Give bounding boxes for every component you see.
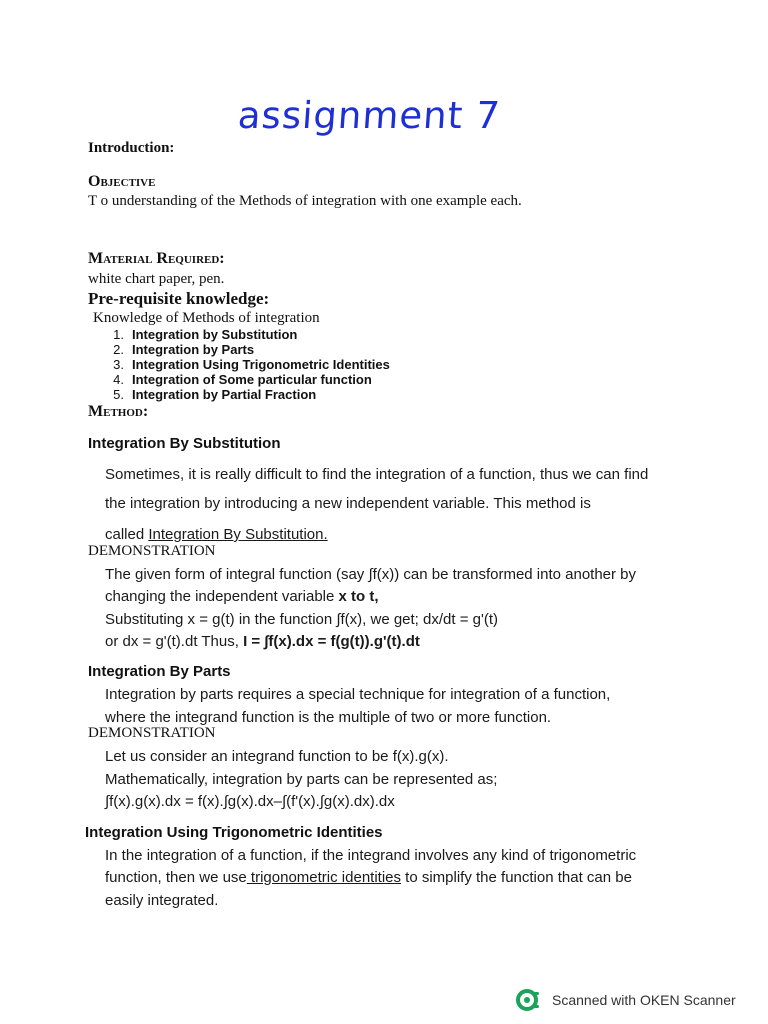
text: changing the independent variable [105, 588, 339, 605]
substitution-demo-3: Substituting x = g(t) in the function ∫f(x), we get; dx/dt = g'(t) [105, 611, 498, 628]
scanner-watermark [516, 989, 736, 1011]
substitution-link[interactable]: Integration By Substitution. [148, 526, 328, 543]
oken-logo-icon [516, 989, 542, 1011]
introduction-label: Introduction: [88, 140, 175, 156]
parts-formula: ∫f(x).g(x).dx = f(x).∫g(x).dx–∫(f'(x).∫g(x).dx).dx [105, 793, 395, 810]
list-number: 5. [113, 387, 124, 402]
list-item [88, 372, 390, 387]
substitution-line-3 [105, 526, 328, 543]
trig-line-2 [105, 869, 632, 886]
list-label: Integration of Some particular function [132, 372, 372, 387]
material-text: white chart paper, pen. [88, 271, 225, 287]
text: or dx = g'(t).dt Thus, [105, 633, 244, 650]
list-label: Integration by Partial Fraction [132, 387, 317, 402]
list-number: 1. [113, 327, 124, 342]
parts-line-2: where the integrand function is the multiple of two or more function. [105, 709, 552, 726]
methods-list [88, 327, 390, 402]
trig-line-1: In the integration of a function, if the integrand involves any kind of trigonometric [105, 847, 637, 864]
parts-title: Integration By Parts [88, 663, 231, 680]
list-number: 4. [113, 372, 124, 387]
demonstration-heading: DEMONSTRATION [88, 725, 216, 741]
trig-title: Integration Using Trigonometric Identities [85, 824, 383, 841]
list-label: Integration Using Trigonometric Identities [132, 357, 390, 372]
list-item [88, 387, 390, 402]
demonstration-heading: DEMONSTRATION [88, 543, 216, 559]
material-heading: Material Required: [88, 250, 225, 267]
trig-line-3: easily integrated. [105, 892, 219, 909]
method-heading: Method: [88, 403, 149, 420]
text-prefix: function, then we use [105, 869, 247, 886]
scanner-watermark-text: Scanned with OKEN Scanner [552, 992, 736, 1008]
list-item [88, 327, 390, 342]
parts-line-1: Integration by parts requires a special technique for integration of a function, [105, 686, 611, 703]
bold-text: x to t, [338, 588, 379, 605]
trig-identities-link[interactable]: trigonometric identities [246, 869, 401, 886]
list-item [88, 357, 390, 372]
prereq-heading: Pre-requisite knowledge: [88, 289, 270, 308]
list-item [88, 342, 390, 357]
list-number: 2. [113, 342, 124, 357]
handwritten-title: assignment 7 [236, 94, 503, 137]
prereq-text: Knowledge of Methods of integration [93, 310, 320, 326]
objective-heading: Objective [88, 173, 156, 190]
parts-demo-1: Let us consider an integrand function to be f(x).g(x). [105, 748, 449, 765]
list-label: Integration by Parts [132, 342, 255, 357]
list-number: 3. [113, 357, 124, 372]
substitution-line-2: the integration by introducing a new independent variable. This method is [105, 495, 591, 512]
substitution-demo-1: The given form of integral function (say ∫f(x)) can be transformed into another by [105, 566, 637, 583]
formula: I = ∫f(x).dx = f(g(t)).g'(t).dt [243, 633, 420, 650]
text-suffix: to simplify the function that can be [401, 869, 632, 886]
list-label: Integration by Substitution [132, 327, 298, 342]
substitution-demo-2 [105, 588, 379, 605]
substitution-title: Integration By Substitution [88, 435, 281, 452]
substitution-demo-4 [105, 633, 420, 650]
substitution-line-1: Sometimes, it is really difficult to find the integration of a function, thus we can find [105, 466, 649, 483]
parts-demo-2: Mathematically, integration by parts can be represented as; [105, 771, 498, 788]
text-prefix: called [105, 526, 149, 543]
objective-text: T o understanding of the Methods of integration with one example each. [88, 193, 522, 209]
